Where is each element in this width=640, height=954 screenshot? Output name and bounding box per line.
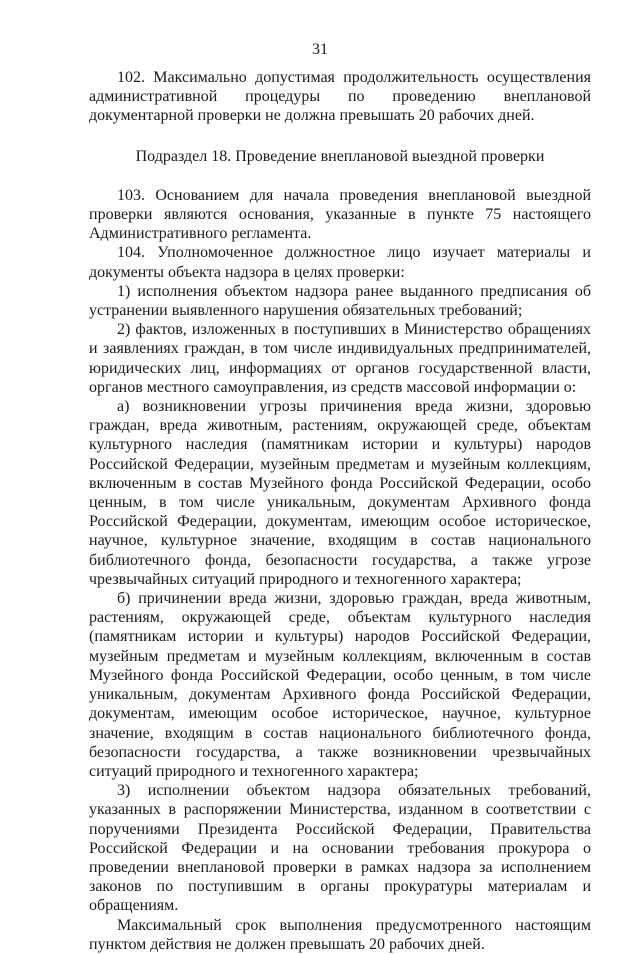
document-body bbox=[89, 68, 591, 954]
paragraph-102: 102. Максимально допустимая продолжительность осуществления административной процедуры по проведению внеплановой документарной проверки не должна превышать 20 рабочих дней. bbox=[89, 69, 591, 125]
list-item-2: 2) фактов, изложенных в поступивших в Министерство обращениях и заявлениях граждан, в том числе индивидуальных предпринимателей, юридических лиц, информациях от органов государственной власти, органов местного самоуправления, из средств массовой информации о: bbox=[89, 321, 591, 396]
paragraph-104: 104. Уполномоченное должностное лицо изучает материалы и документы объекта надзора в целях проверки: bbox=[89, 244, 591, 281]
paragraph-103: 103. Основанием для начала проведения внеплановой выездной проверки являются основания, указанные в пункте 75 настоящего Административного регламента. bbox=[89, 186, 591, 243]
max-term-paragraph: Максимальный срок выполнения предусмотренного настоящим пунктом действия не должен превышать 20 рабочих дней. bbox=[89, 916, 591, 953]
sub-item-a: а) возникновении угрозы причинения вреда жизни, здоровью граждан, вреда животным, растениям, окружающей среде, объектам культурного наследия (памятникам истории и культуры) народов Российской Федерации, музейным предметам и музейным коллекциям, включенным в состав Музейного фонда Российской Федерации, особо ценным, в том числе уникальным, документам Архивного фонда Российской Федерации, документам, имеющим особое историческое, научное, культурное значение, входящим в состав национального библиотечного фонда, безопасности государства, а также угрозе чрезвычайных ситуаций природного и техногенного характера; bbox=[89, 398, 591, 588]
sub-item-b: б) причинении вреда жизни, здоровью граждан, вреда животным, растениям, окружающей среде, объектам культурного наследия (памятникам истории и культуры) народов Российской Федерации, музейным предметам и музейным коллекциям, включенным в состав Музейного фонда Российской Федерации, особо ценным, в том числе уникальным, документам Архивного фонда Российской Федерации, документам, имеющим особое историческое, научное, культурное значение, входящим в состав национального библиотечного фонда, безопасности государства, а также возникновении чрезвычайных ситуаций природного и техногенного характера; bbox=[89, 590, 591, 780]
list-item-3: 3) исполнении объектом надзора обязательных требований, указанных в распоряжении Министерства, изданном в соответствии с поручениями Президента Российской Федерации, Правительства Российской Федерации и на основании требования прокурора о проведении внеплановой проверки в рамках надзора за исполнением законов по поступившим в органы прокуратуры материалам и обращениям. bbox=[89, 782, 591, 915]
subsection-heading: Подраздел 18. Проведение внеплановой выездной проверки bbox=[135, 147, 545, 165]
list-item-1: 1) исполнения объектом надзора ранее выданного предписания об устранении выявленного нарушения обязательных требований; bbox=[89, 282, 591, 320]
page-number: 31 bbox=[312, 41, 328, 58]
